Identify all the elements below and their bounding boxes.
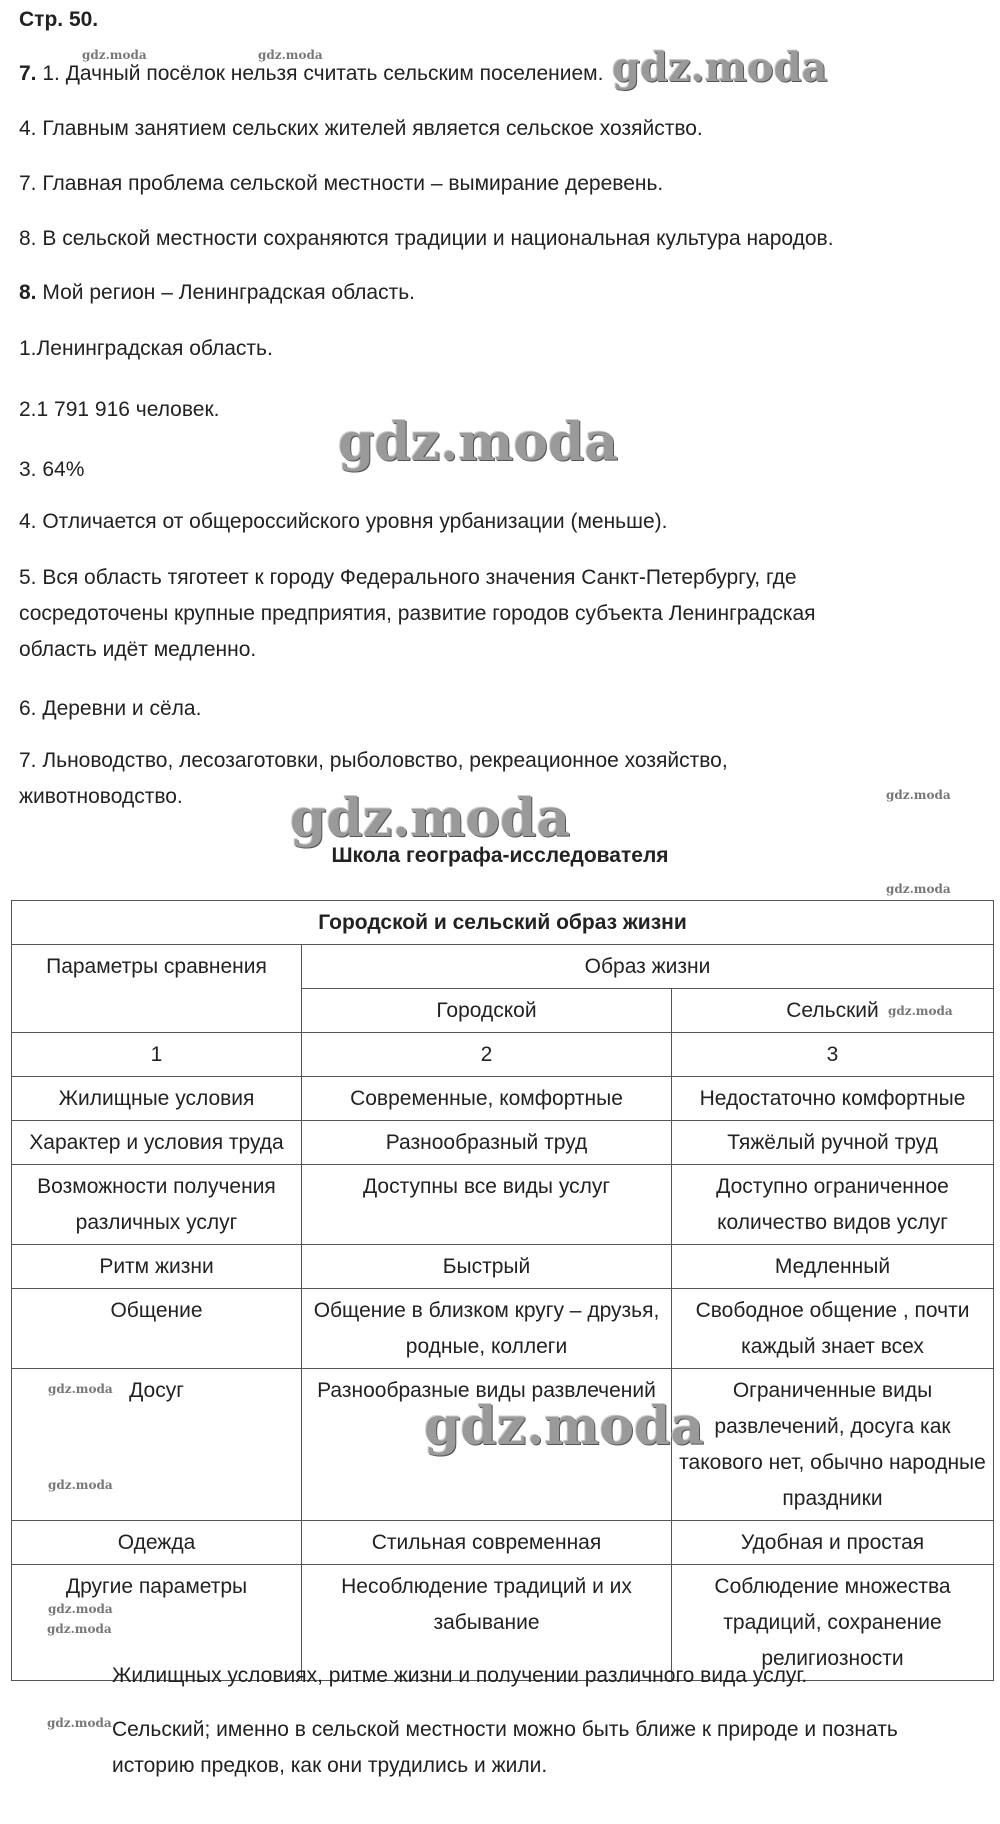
table-header-row (12, 945, 994, 989)
watermark-small: gdz.moda (258, 48, 323, 62)
rural-cell: Ограниченные виды развлечений, досуга как такового нет, обычно народные праздники (672, 1369, 994, 1521)
watermark-small: gdz.moda (888, 1004, 953, 1018)
task7-item7: 7. Главная проблема сельской местности – вымирание деревень. (19, 172, 664, 195)
watermark-small: gdz.moda (47, 1716, 112, 1730)
param-cell: Характер и условия труда (12, 1121, 302, 1165)
param-cell (12, 1369, 302, 1521)
task7-item8: 8. В сельской местности сохраняются традиции и национальная культура народов. (19, 227, 834, 250)
task8-answer-1: 1.Ленинградская область. (19, 337, 273, 360)
rural-header-label: Сельский (786, 999, 879, 1022)
urban-cell: Доступны все виды услуг (302, 1165, 672, 1245)
task8-answer-7: 7. Льноводство, лесозаготовки, рыболовство, рекреационное хозяйство, животноводство. (19, 749, 728, 808)
urban-cell (302, 1369, 705, 1521)
table-row (12, 1245, 994, 1289)
task8-answer-5: 5. Вся область тяготеет к городу Федерального значения Санкт-Петербургу, где сосредоточены крупные предприятия, развитие городов субъекта Ленинградская область идёт медленно. (19, 566, 816, 661)
watermark-small: gdz.moda (48, 1382, 113, 1396)
section-heading: Школа географа-исследователя (331, 844, 669, 867)
watermark-large: gdz.moda (338, 412, 619, 473)
table-row (12, 1521, 994, 1565)
param-cell: Возможности получения различных услуг (12, 1165, 302, 1245)
param-cell: Общение (12, 1289, 302, 1369)
watermark-small: gdz.moda (47, 1622, 112, 1636)
comparison-table (11, 900, 994, 1681)
watermark-large: gdz.moda (612, 44, 828, 91)
answer-text: 1. Дачный посёлок нельзя считать сельским поселением. (42, 62, 604, 85)
rural-cell: Удобная и простая (672, 1521, 994, 1565)
task7-item4: 4. Главным занятием сельских жителей является сельское хозяйство. (19, 117, 703, 140)
rural-cell: Соблюдение множества традиций, сохранение религиозности (672, 1565, 994, 1681)
watermark-large: gdz.moda (290, 788, 571, 849)
task8-title (19, 281, 415, 305)
param-header: Параметры сравнения (12, 945, 302, 1033)
rural-cell: Доступно ограниченное количество видов услуг (672, 1165, 994, 1245)
table-row (12, 1369, 994, 1521)
table-row (12, 1077, 994, 1121)
urban-cell: Стильная современная (302, 1521, 672, 1565)
table-title: Городской и сельский образ жизни (12, 901, 994, 945)
urban-cell: Разнообразный труд (302, 1121, 672, 1165)
rural-cell: Тяжёлый ручной труд (672, 1121, 994, 1165)
column-number-row (12, 1033, 994, 1077)
column-number: 2 (302, 1033, 672, 1077)
task-number: 8. (19, 281, 37, 304)
urban-cell: Общение в близком кругу – друзья, родные, коллеги (302, 1289, 672, 1369)
watermark-small: gdz.moda (48, 1478, 113, 1492)
urban-cell: Несоблюдение традиций и их забывание (302, 1565, 672, 1681)
task8-answer-2: 2.1 791 916 человек. (19, 398, 220, 421)
table-title-row (12, 901, 994, 945)
task8-answer-4: 4. Отличается от общероссийского уровня урбанизации (меньше). (19, 510, 668, 533)
task7-item1 (19, 62, 603, 86)
task-title: Мой регион – Ленинградская область. (42, 281, 415, 304)
param-cell: Ритм жизни (12, 1245, 302, 1289)
table-row (12, 1165, 994, 1245)
task8-answer-6: 6. Деревни и сёла. (19, 697, 202, 720)
watermark-small: gdz.moda (48, 1602, 113, 1616)
urban-label: Разнообразные виды развлечений (317, 1379, 656, 1402)
footer-answer-2: Сельский; именно в сельской местности можно быть ближе к природе и познать историю предков, как они трудились и жили. (112, 1718, 898, 1777)
rural-cell: Недостаточно комфортные (672, 1077, 994, 1121)
column-number: 1 (12, 1033, 302, 1077)
footer-answer-1: Жилищных условиях, ритме жизни и получении различного вида услуг. (112, 1664, 808, 1687)
urban-cell: Быстрый (302, 1245, 672, 1289)
watermark-small: gdz.moda (886, 788, 951, 802)
param-label: Другие параметры (65, 1575, 248, 1598)
task8-answer-3: 3. 64% (19, 458, 85, 481)
column-number: 3 (672, 1033, 994, 1077)
watermark-small: gdz.moda (886, 882, 951, 896)
page-label: Стр. 50. (19, 8, 99, 31)
watermark-small: gdz.moda (82, 48, 147, 62)
task-number: 7. (19, 62, 37, 85)
urban-cell: Современные, комфортные (302, 1077, 672, 1121)
lifestyle-header: Образ жизни (302, 945, 994, 989)
param-cell: Жилищные условия (12, 1077, 302, 1121)
rural-header (672, 989, 994, 1033)
rural-cell: Медленный (672, 1245, 994, 1289)
table-row (12, 1289, 994, 1369)
table-row (12, 1121, 994, 1165)
urban-header: Городской (302, 989, 672, 1033)
watermark-large: gdz.moda (424, 1396, 705, 1457)
rural-cell: Свободное общение , почти каждый знает всех (672, 1289, 994, 1369)
param-label: Досуг (129, 1379, 184, 1402)
param-cell: Одежда (12, 1521, 302, 1565)
